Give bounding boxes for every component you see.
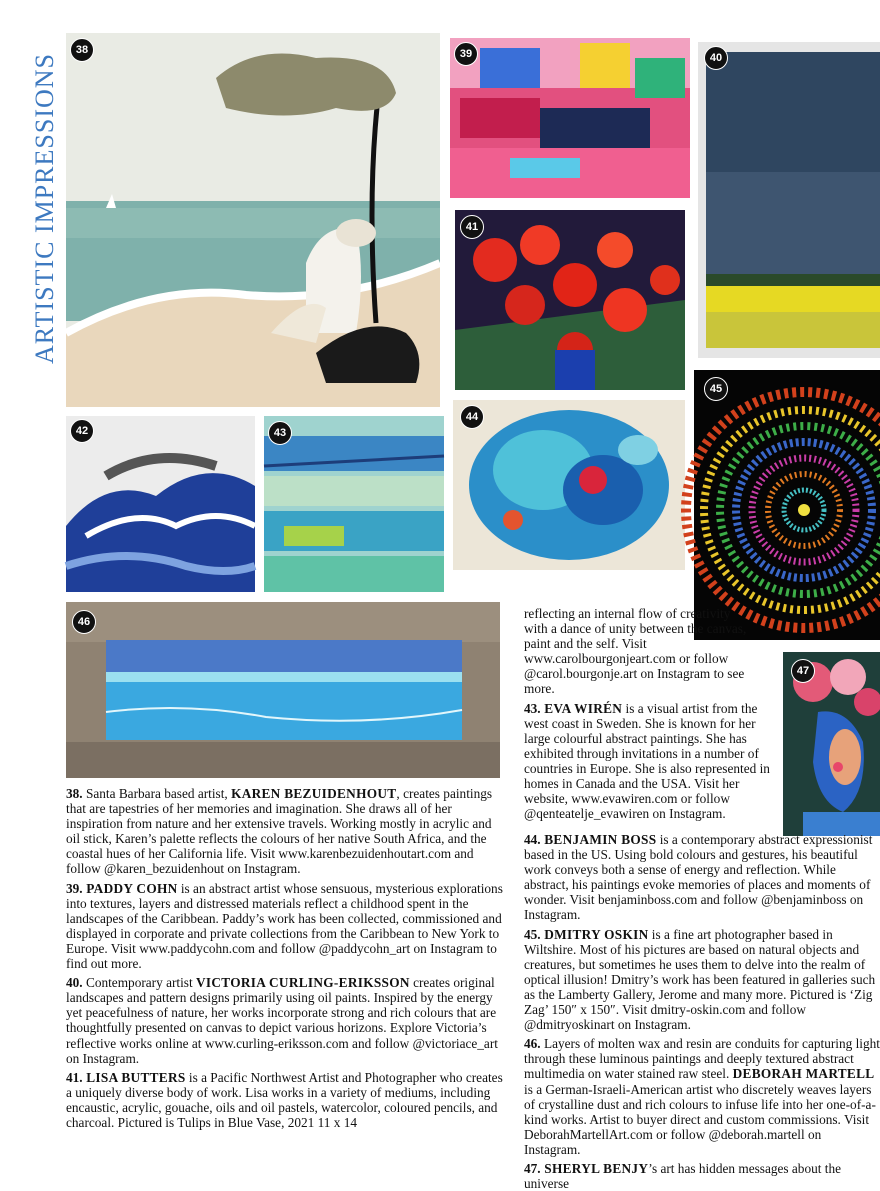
entry-45: 45. DMITRY OSKIN is a fine art photographer based in Wiltshire. Most of his pictures are based on natural objects and creatures, but sometimes he uses them to delve into the realm of optical illusion! Dmitry’s work has been featured in galleries such as the Lamberty Gallery, Jerome and many more. Pictured is ‘Zig Zag’ 150″ x 150″. Visit dmitry-oskin.com and follow @dmitryoskinart on Instagram.: [524, 926, 876, 1033]
artwork-38-beach-painting: [66, 33, 440, 407]
entry-47: 47. SHERYL BENJY’s art has hidden messages about the universe: [524, 1160, 842, 1191]
entry-46: 46. Layers of molten wax and resin are conduits for capturing light through these luminous paintings and deeply textured abstract multimedia on water stained raw steel. DEBORAH MARTELL is a German-Israeli-American artist who discretely weaves layers of crystalline dust and rich colours to infuse life into her one-of-a-kind works. Artist to buyer direct and custom commissions. Visit DeborahMartellArt.com or follow @deborah.martell on Instagram.: [524, 1036, 880, 1157]
middle-text-column: [524, 606, 776, 825]
artwork-40-framed-landscape: [698, 42, 880, 358]
section-title-vertical: [30, 34, 60, 364]
artwork-45-mandala: [694, 370, 880, 640]
entry-44: 44. BENJAMIN BOSS is a contemporary abstract expressionist based in the US. Using bold colours and gestures, his beautiful work conveys both a sense of energy and reflection. While abstract, his paintings evoke memories of places and moments of wonder. Visit benjaminboss.com and follow @benjaminboss on Instagram.: [524, 832, 873, 923]
artwork-42-blue-wave: [66, 416, 255, 592]
badge-39: 39: [454, 42, 478, 66]
left-text-column: [66, 786, 506, 1134]
badge-41: 41: [460, 215, 484, 239]
badge-38: 38: [70, 38, 94, 62]
badge-44: 44: [460, 405, 484, 429]
section-title: ARTISTIC IMPRESSIONS: [30, 53, 59, 364]
artwork-46-steel-seascape: [66, 602, 500, 778]
badge-47: 47: [791, 659, 815, 683]
artwork-43-teal-abstract: [264, 416, 444, 592]
badge-40: 40: [704, 46, 728, 70]
artwork-41-tulips: [455, 210, 685, 390]
entry-40: 40. Contemporary artist VICTORIA CURLING-ERIKSSON creates original landscapes and pattern designs primarily using oil paints. Inspired by the energy yet peacefulness of nature, her works incorporate strong and rich colours that are thoughtfully presented on canvas to depict various horizons. Explore Victoria’s reflective works online at www.curling-eriksson.com and follow @victoriace_art on Instagram.: [66, 975, 498, 1066]
entry-38: 38. Santa Barbara based artist, KAREN BEZUIDENHOUT, creates paintings that are tapestries of her memories and imagination. She draws all of her inspiration from nature and her extensive travels. Working mostly in acrylic and oil stick, Karen’s palette reflects the colours of her native South Africa, and the coastal hues of her California life. Visit www.karenbezuidenhoutart.com and follow @karen_bezuidenhout on Instagram.: [66, 786, 493, 877]
entry-43: 43. EVA WIRÉN is a visual artist from the west coast in Sweden. She is known for her large colourful abstract paintings. She has exhibited through invitations in a number of countries in Europe. She is also represented in homes in Canada and the USA. Visit her website, www.evawiren.com or follow @qenteatelje_evawiren on Instagram.: [524, 700, 770, 822]
badge-46: 46: [72, 610, 96, 634]
entry-41: 41. LISA BUTTERS is a Pacific Northwest Artist and Photographer who creates a uniquely diverse body of work. Lisa works in a variety of mediums, including encaustic, acrylic, gouache, oils and oil pastels, watercolor, coloured pencils, and charcoal. Pictured is Tulips in Blue Vase, 2021 11 x 14: [66, 1069, 503, 1130]
entry-42-continued: reflecting an internal flow of creativity with a dance of unity between the canvas, paint and the self. Visit www.carolbourgonjeart.com or follow @carol.bourgonje.art on Instagram to see more.: [524, 606, 747, 697]
artwork-39-abstract: [450, 38, 690, 198]
badge-43: 43: [268, 421, 292, 445]
badge-45: 45: [704, 377, 728, 401]
entry-39: 39. PADDY COHN is an abstract artist whose sensuous, mysterious explorations into textures, layers and distressed materials reflect a childhood spent in the landscapes of the Caribbean. Paddy’s work has been collected, commissioned and displayed in corporate and private collections from the Caribbean to New York to Europe. Visit www.paddycohn.com and follow @paddycohn_art on Instagram to find out more.: [66, 880, 503, 972]
badge-42: 42: [70, 419, 94, 443]
right-text-column: [524, 832, 880, 1191]
artwork-44-blue-abstract: [453, 400, 685, 570]
